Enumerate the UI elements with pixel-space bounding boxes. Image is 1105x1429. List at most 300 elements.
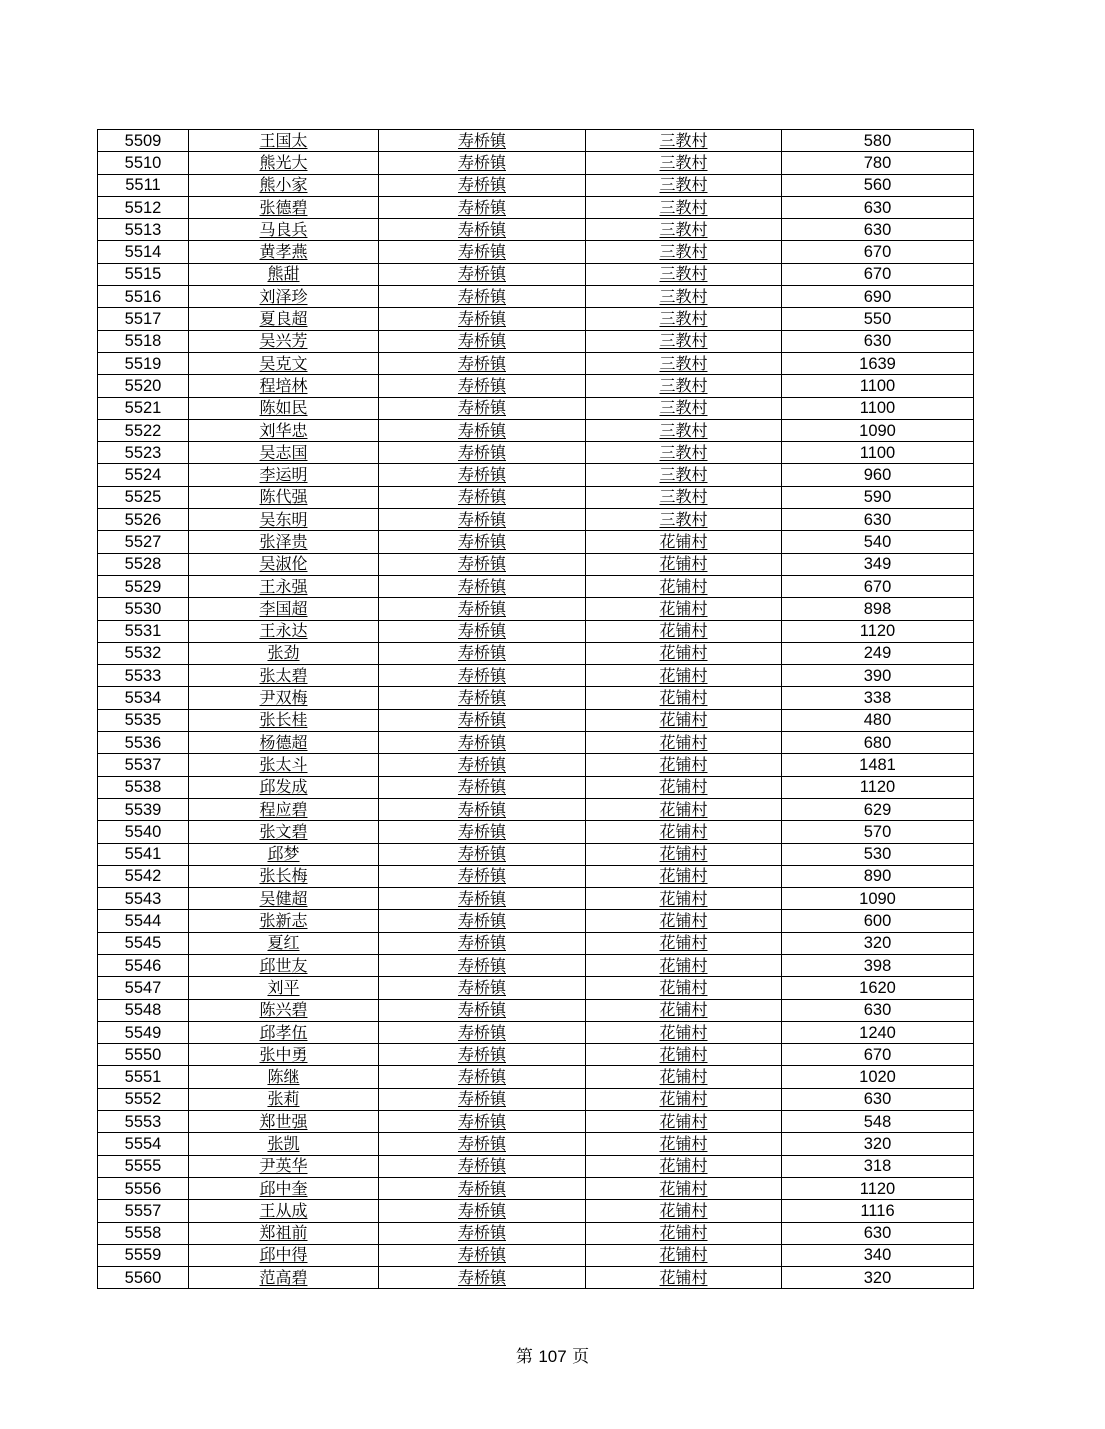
village-cell: 花铺村 xyxy=(586,954,782,976)
serial-number-cell: 5536 xyxy=(98,732,189,754)
village-cell: 花铺村 xyxy=(586,932,782,954)
name-cell: 吴志国 xyxy=(189,442,379,464)
town-cell: 寿桥镇 xyxy=(379,397,586,419)
name-cell: 熊小家 xyxy=(189,174,379,196)
amount-cell: 318 xyxy=(782,1155,974,1177)
amount-cell: 320 xyxy=(782,1267,974,1289)
amount-cell: 530 xyxy=(782,843,974,865)
serial-number-cell: 5553 xyxy=(98,1111,189,1133)
serial-number-cell: 5530 xyxy=(98,598,189,620)
amount-cell: 1120 xyxy=(782,1177,974,1199)
town-cell: 寿桥镇 xyxy=(379,754,586,776)
table-row xyxy=(98,1066,974,1088)
village-cell: 花铺村 xyxy=(586,1155,782,1177)
name-cell: 尹双梅 xyxy=(189,687,379,709)
serial-number-cell: 5510 xyxy=(98,152,189,174)
town-cell: 寿桥镇 xyxy=(379,308,586,330)
name-cell: 郑祖前 xyxy=(189,1222,379,1244)
amount-cell: 630 xyxy=(782,1088,974,1110)
town-cell: 寿桥镇 xyxy=(379,1244,586,1266)
amount-cell: 630 xyxy=(782,196,974,218)
name-cell: 尹英华 xyxy=(189,1155,379,1177)
village-cell: 三教村 xyxy=(586,464,782,486)
serial-number-cell: 5511 xyxy=(98,174,189,196)
amount-cell: 600 xyxy=(782,910,974,932)
serial-number-cell: 5522 xyxy=(98,419,189,441)
village-cell: 花铺村 xyxy=(586,575,782,597)
village-cell: 花铺村 xyxy=(586,642,782,664)
town-cell: 寿桥镇 xyxy=(379,531,586,553)
town-cell: 寿桥镇 xyxy=(379,1088,586,1110)
name-cell: 刘平 xyxy=(189,977,379,999)
serial-number-cell: 5548 xyxy=(98,999,189,1021)
name-cell: 王永达 xyxy=(189,620,379,642)
name-cell: 邱世友 xyxy=(189,954,379,976)
village-cell: 花铺村 xyxy=(586,865,782,887)
serial-number-cell: 5532 xyxy=(98,642,189,664)
serial-number-cell: 5559 xyxy=(98,1244,189,1266)
town-cell: 寿桥镇 xyxy=(379,486,586,508)
village-cell: 花铺村 xyxy=(586,843,782,865)
name-cell: 陈兴碧 xyxy=(189,999,379,1021)
serial-number-cell: 5552 xyxy=(98,1088,189,1110)
village-cell: 花铺村 xyxy=(586,1133,782,1155)
table-row xyxy=(98,665,974,687)
table-row xyxy=(98,754,974,776)
village-cell: 花铺村 xyxy=(586,598,782,620)
table-row xyxy=(98,821,974,843)
town-cell: 寿桥镇 xyxy=(379,709,586,731)
table-row xyxy=(98,798,974,820)
table-row xyxy=(98,687,974,709)
table-row xyxy=(98,910,974,932)
table-row xyxy=(98,575,974,597)
town-cell: 寿桥镇 xyxy=(379,1155,586,1177)
amount-cell: 1639 xyxy=(782,352,974,374)
serial-number-cell: 5546 xyxy=(98,954,189,976)
serial-number-cell: 5555 xyxy=(98,1155,189,1177)
table-row xyxy=(98,286,974,308)
serial-number-cell: 5525 xyxy=(98,486,189,508)
serial-number-cell: 5550 xyxy=(98,1044,189,1066)
village-cell: 花铺村 xyxy=(586,553,782,575)
village-cell: 三教村 xyxy=(586,130,782,152)
village-cell: 花铺村 xyxy=(586,1222,782,1244)
village-cell: 花铺村 xyxy=(586,776,782,798)
name-cell: 邱中得 xyxy=(189,1244,379,1266)
town-cell: 寿桥镇 xyxy=(379,575,586,597)
amount-cell: 630 xyxy=(782,1222,974,1244)
serial-number-cell: 5538 xyxy=(98,776,189,798)
page-number: 107 xyxy=(538,1347,567,1366)
village-cell: 花铺村 xyxy=(586,1044,782,1066)
table-row xyxy=(98,352,974,374)
name-cell: 陈继 xyxy=(189,1066,379,1088)
village-cell: 花铺村 xyxy=(586,531,782,553)
name-cell: 黄孝燕 xyxy=(189,241,379,263)
name-cell: 刘泽珍 xyxy=(189,286,379,308)
table-row xyxy=(98,843,974,865)
town-cell: 寿桥镇 xyxy=(379,1267,586,1289)
serial-number-cell: 5521 xyxy=(98,397,189,419)
name-cell: 张劲 xyxy=(189,642,379,664)
table-row xyxy=(98,999,974,1021)
amount-cell: 1120 xyxy=(782,620,974,642)
table-row xyxy=(98,152,974,174)
serial-number-cell: 5539 xyxy=(98,798,189,820)
village-cell: 三教村 xyxy=(586,308,782,330)
village-cell: 花铺村 xyxy=(586,1177,782,1199)
town-cell: 寿桥镇 xyxy=(379,954,586,976)
table-row xyxy=(98,263,974,285)
name-cell: 张长桂 xyxy=(189,709,379,731)
amount-cell: 630 xyxy=(782,330,974,352)
amount-cell: 349 xyxy=(782,553,974,575)
town-cell: 寿桥镇 xyxy=(379,687,586,709)
amount-cell: 670 xyxy=(782,575,974,597)
amount-cell: 890 xyxy=(782,865,974,887)
village-cell: 花铺村 xyxy=(586,821,782,843)
town-cell: 寿桥镇 xyxy=(379,263,586,285)
name-cell: 吴克文 xyxy=(189,352,379,374)
name-cell: 程培林 xyxy=(189,375,379,397)
table-row xyxy=(98,1021,974,1043)
amount-cell: 1090 xyxy=(782,419,974,441)
name-cell: 邱孝伍 xyxy=(189,1021,379,1043)
amount-cell: 1620 xyxy=(782,977,974,999)
town-cell: 寿桥镇 xyxy=(379,888,586,910)
table-row xyxy=(98,1177,974,1199)
amount-cell: 690 xyxy=(782,286,974,308)
village-cell: 花铺村 xyxy=(586,1021,782,1043)
table-row xyxy=(98,732,974,754)
name-cell: 杨德超 xyxy=(189,732,379,754)
village-cell: 花铺村 xyxy=(586,754,782,776)
town-cell: 寿桥镇 xyxy=(379,598,586,620)
town-cell: 寿桥镇 xyxy=(379,330,586,352)
town-cell: 寿桥镇 xyxy=(379,665,586,687)
village-cell: 三教村 xyxy=(586,352,782,374)
amount-cell: 670 xyxy=(782,1044,974,1066)
town-cell: 寿桥镇 xyxy=(379,776,586,798)
table-row xyxy=(98,1155,974,1177)
name-cell: 熊光大 xyxy=(189,152,379,174)
town-cell: 寿桥镇 xyxy=(379,732,586,754)
amount-cell: 398 xyxy=(782,954,974,976)
amount-cell: 629 xyxy=(782,798,974,820)
village-cell: 花铺村 xyxy=(586,977,782,999)
village-cell: 三教村 xyxy=(586,174,782,196)
amount-cell: 1481 xyxy=(782,754,974,776)
town-cell: 寿桥镇 xyxy=(379,1111,586,1133)
amount-cell: 630 xyxy=(782,509,974,531)
serial-number-cell: 5515 xyxy=(98,263,189,285)
amount-cell: 548 xyxy=(782,1111,974,1133)
amount-cell: 590 xyxy=(782,486,974,508)
name-cell: 张太斗 xyxy=(189,754,379,776)
name-cell: 刘华忠 xyxy=(189,419,379,441)
serial-number-cell: 5514 xyxy=(98,241,189,263)
name-cell: 程应碧 xyxy=(189,798,379,820)
village-cell: 花铺村 xyxy=(586,1088,782,1110)
serial-number-cell: 5519 xyxy=(98,352,189,374)
name-cell: 夏红 xyxy=(189,932,379,954)
town-cell: 寿桥镇 xyxy=(379,1066,586,1088)
village-cell: 花铺村 xyxy=(586,798,782,820)
table-row xyxy=(98,954,974,976)
name-cell: 熊甜 xyxy=(189,263,379,285)
table-row xyxy=(98,442,974,464)
serial-number-cell: 5547 xyxy=(98,977,189,999)
serial-number-cell: 5528 xyxy=(98,553,189,575)
village-cell: 三教村 xyxy=(586,509,782,531)
name-cell: 范高碧 xyxy=(189,1267,379,1289)
serial-number-cell: 5537 xyxy=(98,754,189,776)
name-cell: 张凯 xyxy=(189,1133,379,1155)
village-cell: 花铺村 xyxy=(586,999,782,1021)
roster-table-body xyxy=(98,130,974,1289)
amount-cell: 680 xyxy=(782,732,974,754)
table-row xyxy=(98,174,974,196)
table-row xyxy=(98,776,974,798)
table-row xyxy=(98,598,974,620)
serial-number-cell: 5544 xyxy=(98,910,189,932)
amount-cell: 249 xyxy=(782,642,974,664)
town-cell: 寿桥镇 xyxy=(379,196,586,218)
serial-number-cell: 5517 xyxy=(98,308,189,330)
town-cell: 寿桥镇 xyxy=(379,509,586,531)
town-cell: 寿桥镇 xyxy=(379,464,586,486)
name-cell: 邱中奎 xyxy=(189,1177,379,1199)
town-cell: 寿桥镇 xyxy=(379,1200,586,1222)
town-cell: 寿桥镇 xyxy=(379,419,586,441)
serial-number-cell: 5526 xyxy=(98,509,189,531)
village-cell: 三教村 xyxy=(586,263,782,285)
name-cell: 吴健超 xyxy=(189,888,379,910)
amount-cell: 670 xyxy=(782,241,974,263)
table-row xyxy=(98,709,974,731)
name-cell: 张泽贵 xyxy=(189,531,379,553)
village-cell: 花铺村 xyxy=(586,687,782,709)
name-cell: 陈代强 xyxy=(189,486,379,508)
serial-number-cell: 5543 xyxy=(98,888,189,910)
serial-number-cell: 5527 xyxy=(98,531,189,553)
town-cell: 寿桥镇 xyxy=(379,219,586,241)
village-cell: 三教村 xyxy=(586,219,782,241)
village-cell: 花铺村 xyxy=(586,1244,782,1266)
serial-number-cell: 5545 xyxy=(98,932,189,954)
serial-number-cell: 5558 xyxy=(98,1222,189,1244)
table-row xyxy=(98,509,974,531)
serial-number-cell: 5518 xyxy=(98,330,189,352)
amount-cell: 540 xyxy=(782,531,974,553)
table-row xyxy=(98,397,974,419)
village-cell: 花铺村 xyxy=(586,665,782,687)
serial-number-cell: 5560 xyxy=(98,1267,189,1289)
town-cell: 寿桥镇 xyxy=(379,910,586,932)
serial-number-cell: 5549 xyxy=(98,1021,189,1043)
serial-number-cell: 5556 xyxy=(98,1177,189,1199)
village-cell: 三教村 xyxy=(586,486,782,508)
name-cell: 邱梦 xyxy=(189,843,379,865)
serial-number-cell: 5534 xyxy=(98,687,189,709)
amount-cell: 630 xyxy=(782,999,974,1021)
name-cell: 吴东明 xyxy=(189,509,379,531)
amount-cell: 480 xyxy=(782,709,974,731)
town-cell: 寿桥镇 xyxy=(379,977,586,999)
page-footer-suffix: 页 xyxy=(572,1347,590,1367)
village-cell: 花铺村 xyxy=(586,1200,782,1222)
serial-number-cell: 5529 xyxy=(98,575,189,597)
amount-cell: 560 xyxy=(782,174,974,196)
name-cell: 张长梅 xyxy=(189,865,379,887)
table-row xyxy=(98,130,974,152)
table-row xyxy=(98,620,974,642)
village-cell: 花铺村 xyxy=(586,1111,782,1133)
table-row xyxy=(98,419,974,441)
table-row xyxy=(98,642,974,664)
village-cell: 三教村 xyxy=(586,442,782,464)
town-cell: 寿桥镇 xyxy=(379,1021,586,1043)
amount-cell: 320 xyxy=(782,1133,974,1155)
town-cell: 寿桥镇 xyxy=(379,865,586,887)
table-row xyxy=(98,865,974,887)
amount-cell: 320 xyxy=(782,932,974,954)
serial-number-cell: 5541 xyxy=(98,843,189,865)
table-row xyxy=(98,932,974,954)
table-row xyxy=(98,1111,974,1133)
serial-number-cell: 5542 xyxy=(98,865,189,887)
village-cell: 花铺村 xyxy=(586,620,782,642)
town-cell: 寿桥镇 xyxy=(379,352,586,374)
roster-table xyxy=(97,129,974,1289)
table-row xyxy=(98,1133,974,1155)
town-cell: 寿桥镇 xyxy=(379,642,586,664)
table-row xyxy=(98,241,974,263)
town-cell: 寿桥镇 xyxy=(379,999,586,1021)
name-cell: 夏良超 xyxy=(189,308,379,330)
table-row xyxy=(98,1222,974,1244)
serial-number-cell: 5524 xyxy=(98,464,189,486)
serial-number-cell: 5523 xyxy=(98,442,189,464)
table-row xyxy=(98,977,974,999)
town-cell: 寿桥镇 xyxy=(379,442,586,464)
village-cell: 三教村 xyxy=(586,330,782,352)
town-cell: 寿桥镇 xyxy=(379,1044,586,1066)
amount-cell: 1090 xyxy=(782,888,974,910)
table-row xyxy=(98,308,974,330)
town-cell: 寿桥镇 xyxy=(379,821,586,843)
name-cell: 张太碧 xyxy=(189,665,379,687)
serial-number-cell: 5535 xyxy=(98,709,189,731)
serial-number-cell: 5554 xyxy=(98,1133,189,1155)
name-cell: 马良兵 xyxy=(189,219,379,241)
name-cell: 王从成 xyxy=(189,1200,379,1222)
name-cell: 王永强 xyxy=(189,575,379,597)
amount-cell: 550 xyxy=(782,308,974,330)
name-cell: 张新志 xyxy=(189,910,379,932)
name-cell: 王国太 xyxy=(189,130,379,152)
table-row xyxy=(98,196,974,218)
village-cell: 三教村 xyxy=(586,286,782,308)
village-cell: 花铺村 xyxy=(586,709,782,731)
village-cell: 花铺村 xyxy=(586,888,782,910)
name-cell: 吴淑伦 xyxy=(189,553,379,575)
serial-number-cell: 5520 xyxy=(98,375,189,397)
amount-cell: 670 xyxy=(782,263,974,285)
amount-cell: 390 xyxy=(782,665,974,687)
town-cell: 寿桥镇 xyxy=(379,241,586,263)
table-row xyxy=(98,531,974,553)
amount-cell: 340 xyxy=(782,1244,974,1266)
name-cell: 张中勇 xyxy=(189,1044,379,1066)
table-row xyxy=(98,1088,974,1110)
village-cell: 三教村 xyxy=(586,241,782,263)
amount-cell: 338 xyxy=(782,687,974,709)
town-cell: 寿桥镇 xyxy=(379,553,586,575)
town-cell: 寿桥镇 xyxy=(379,932,586,954)
amount-cell: 960 xyxy=(782,464,974,486)
town-cell: 寿桥镇 xyxy=(379,286,586,308)
amount-cell: 780 xyxy=(782,152,974,174)
table-row xyxy=(98,330,974,352)
page-footer xyxy=(0,1342,1105,1367)
village-cell: 花铺村 xyxy=(586,910,782,932)
table-row xyxy=(98,219,974,241)
table-row xyxy=(98,1244,974,1266)
town-cell: 寿桥镇 xyxy=(379,130,586,152)
town-cell: 寿桥镇 xyxy=(379,1222,586,1244)
name-cell: 郑世强 xyxy=(189,1111,379,1133)
name-cell: 李国超 xyxy=(189,598,379,620)
name-cell: 张文碧 xyxy=(189,821,379,843)
amount-cell: 1116 xyxy=(782,1200,974,1222)
village-cell: 花铺村 xyxy=(586,1066,782,1088)
amount-cell: 1100 xyxy=(782,442,974,464)
village-cell: 三教村 xyxy=(586,375,782,397)
town-cell: 寿桥镇 xyxy=(379,375,586,397)
village-cell: 三教村 xyxy=(586,152,782,174)
amount-cell: 1240 xyxy=(782,1021,974,1043)
name-cell: 张莉 xyxy=(189,1088,379,1110)
serial-number-cell: 5551 xyxy=(98,1066,189,1088)
town-cell: 寿桥镇 xyxy=(379,152,586,174)
village-cell: 花铺村 xyxy=(586,1267,782,1289)
serial-number-cell: 5509 xyxy=(98,130,189,152)
serial-number-cell: 5540 xyxy=(98,821,189,843)
town-cell: 寿桥镇 xyxy=(379,1133,586,1155)
amount-cell: 1100 xyxy=(782,375,974,397)
amount-cell: 898 xyxy=(782,598,974,620)
serial-number-cell: 5513 xyxy=(98,219,189,241)
table-row xyxy=(98,375,974,397)
table-row xyxy=(98,888,974,910)
serial-number-cell: 5531 xyxy=(98,620,189,642)
table-row xyxy=(98,1044,974,1066)
town-cell: 寿桥镇 xyxy=(379,620,586,642)
serial-number-cell: 5516 xyxy=(98,286,189,308)
town-cell: 寿桥镇 xyxy=(379,1177,586,1199)
table-row xyxy=(98,486,974,508)
page-footer-prefix: 第 xyxy=(515,1347,533,1367)
amount-cell: 1120 xyxy=(782,776,974,798)
amount-cell: 570 xyxy=(782,821,974,843)
name-cell: 陈如民 xyxy=(189,397,379,419)
name-cell: 李运明 xyxy=(189,464,379,486)
serial-number-cell: 5512 xyxy=(98,196,189,218)
village-cell: 三教村 xyxy=(586,397,782,419)
town-cell: 寿桥镇 xyxy=(379,174,586,196)
